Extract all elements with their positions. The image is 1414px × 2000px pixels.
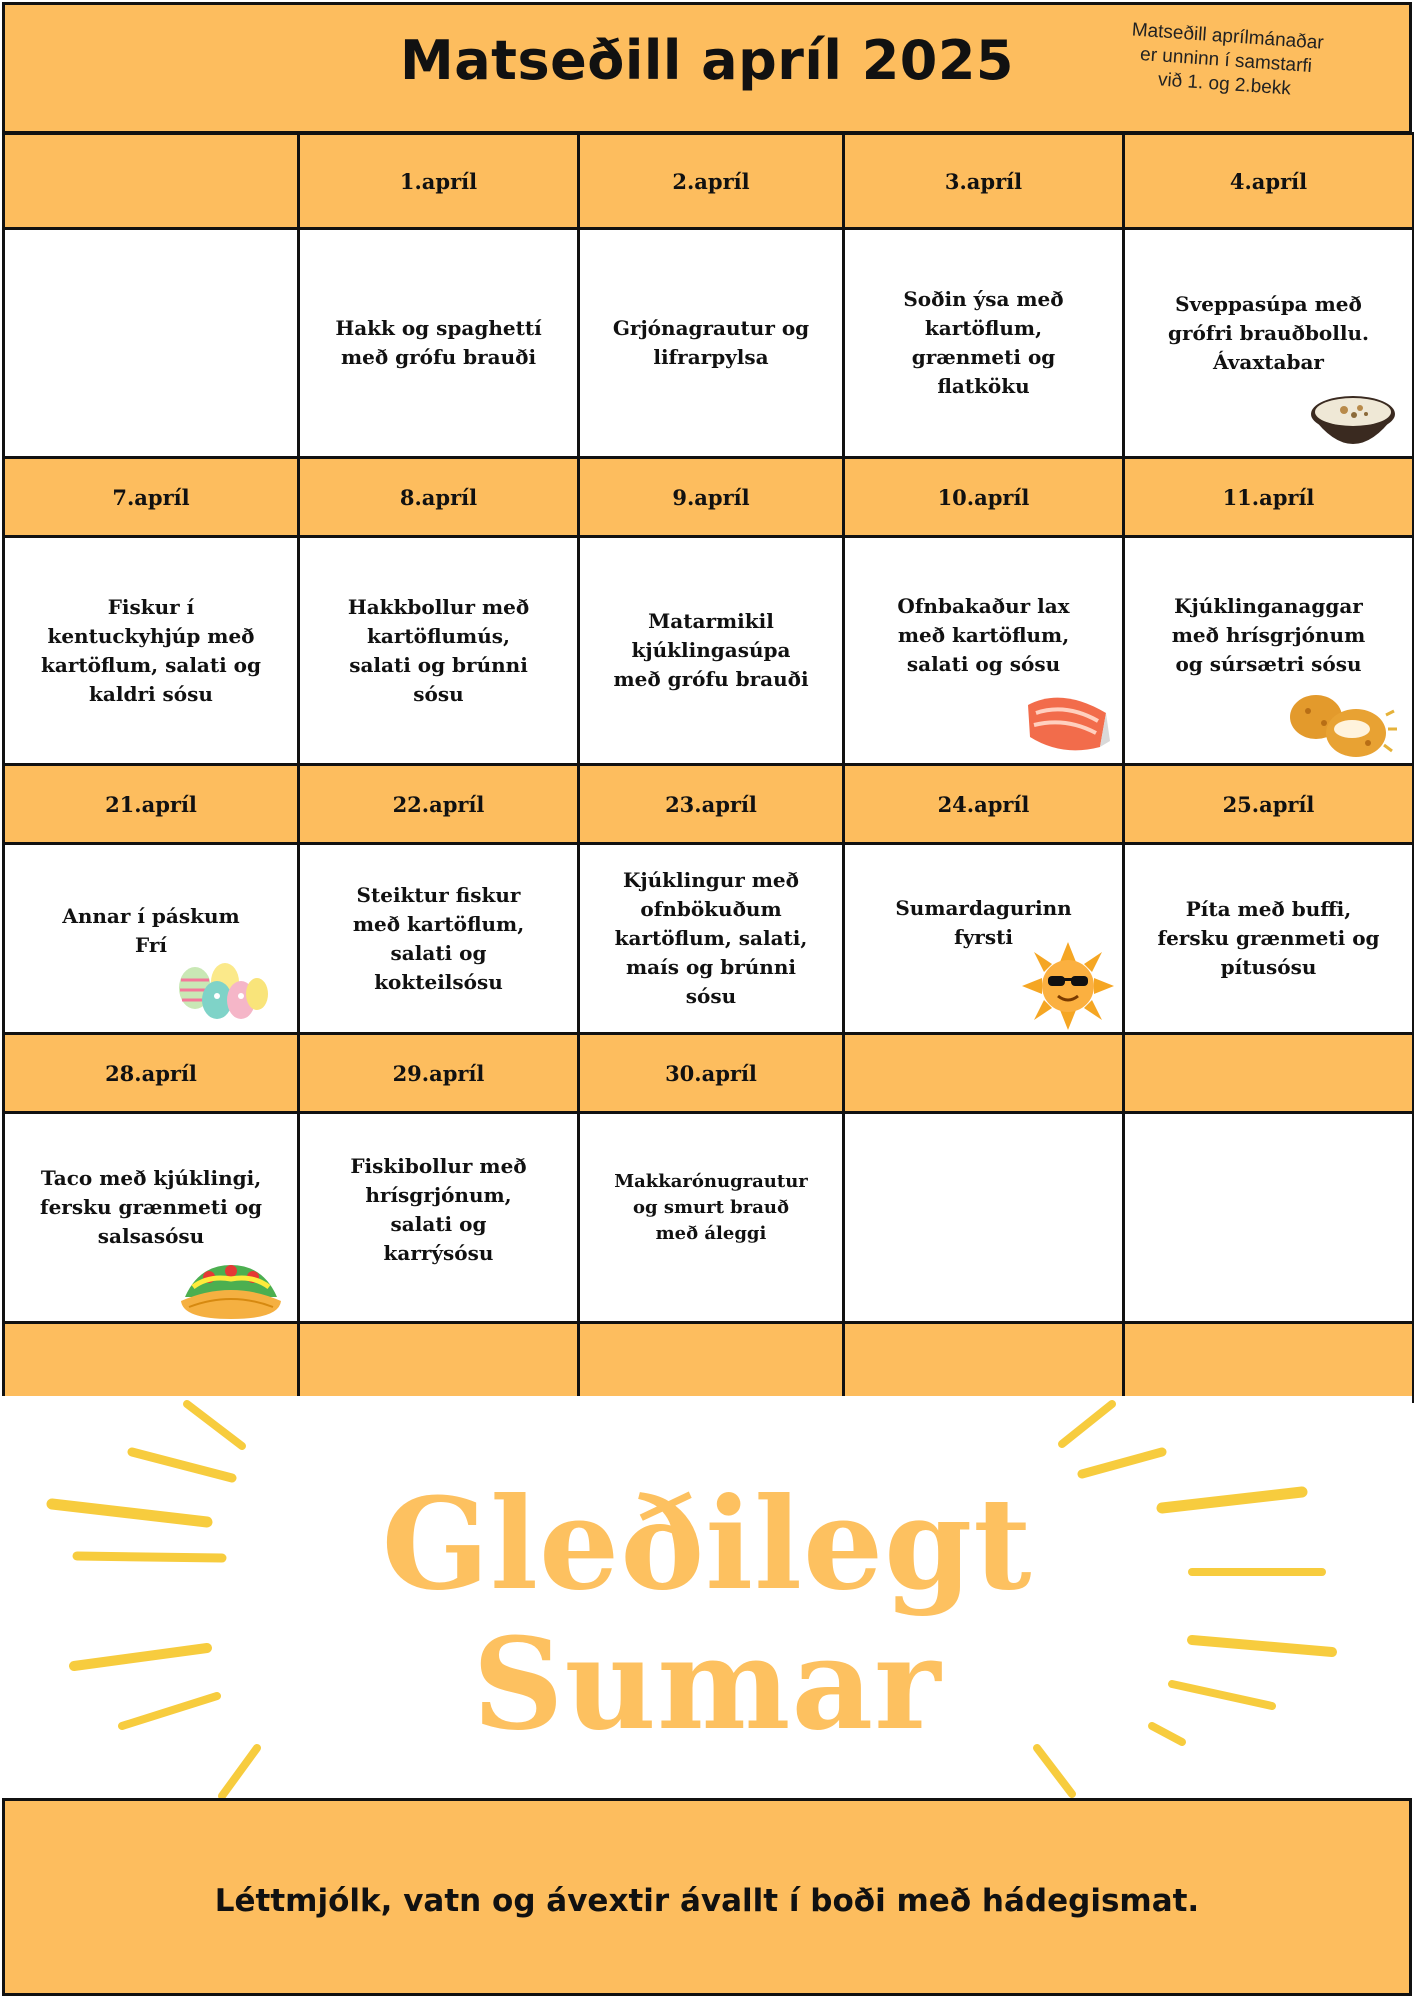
- day-cell: 24.apríl: [844, 765, 1124, 844]
- meal-row: [4, 1113, 1414, 1323]
- meal-line: Frí: [135, 932, 167, 957]
- day-row: [4, 134, 1414, 229]
- day-cell: 2.apríl: [579, 134, 844, 229]
- meal-cell-empty: [844, 1113, 1124, 1323]
- meal-line: karrýsósu: [383, 1240, 494, 1265]
- meal-line: kartöflumús,: [367, 623, 510, 648]
- meal-line: kokteilsósu: [374, 969, 503, 994]
- meal-line: Píta með buffi,: [1185, 897, 1352, 921]
- salmon-icon: [1022, 687, 1114, 757]
- day-cell-empty: [1124, 1323, 1414, 1402]
- meal-line: Kjúklingur með: [622, 868, 799, 892]
- day-cell: 30.apríl: [579, 1034, 844, 1113]
- meal-line: Makkarónugrautur: [614, 1170, 808, 1192]
- day-cell: 8.apríl: [299, 458, 579, 537]
- meal-line: lifrarpylsa: [653, 345, 769, 369]
- meal-cell: [579, 844, 844, 1034]
- meal-cell: [1124, 844, 1414, 1034]
- meal-line: grófri brauðbollu.: [1168, 320, 1369, 345]
- meal-cell: [844, 229, 1124, 458]
- meal-cell-empty: [4, 229, 299, 458]
- meal-line: fersku grænmeti og: [39, 1195, 263, 1219]
- meal-cell: [4, 1113, 299, 1323]
- header: [2, 2, 1412, 134]
- meal-cell: [299, 1113, 579, 1323]
- meal-line: sósu: [413, 681, 464, 706]
- meal-line: salati og: [390, 1211, 487, 1236]
- meal-row: [4, 844, 1414, 1034]
- meal-cell: [4, 537, 299, 765]
- meal-line: Soðin ýsa með: [903, 287, 1064, 311]
- meal-line: Grjónagrautur og: [612, 316, 810, 340]
- meal-cell: [1124, 537, 1414, 765]
- menu-grid: [2, 132, 1414, 1403]
- meal-line: Steiktur fiskur: [356, 882, 521, 907]
- meal-line: salati og: [390, 940, 487, 965]
- meal-line: Ávaxtabar: [1213, 349, 1324, 374]
- meal-line: og smurt brauð: [632, 1196, 789, 1218]
- day-row-empty: [4, 1323, 1414, 1402]
- day-cell: 22.apríl: [299, 765, 579, 844]
- meal-line: flatköku: [937, 374, 1030, 398]
- day-cell: 11.apríl: [1124, 458, 1414, 537]
- meal-line: ofnbökuðum: [640, 897, 782, 921]
- note-line: er unninn í samstarfi: [1139, 44, 1313, 77]
- meal-line: pítusósu: [1220, 955, 1317, 979]
- meal-line: Sumardagurinn: [895, 895, 1072, 920]
- meal-row: [4, 537, 1414, 765]
- meal-line: með grófu brauði: [613, 667, 809, 691]
- meal-line: kartöflum, salati,: [614, 926, 808, 950]
- day-cell-empty: [844, 1323, 1124, 1402]
- day-cell-empty: [4, 1323, 299, 1402]
- meal-line: Fiskur í: [107, 594, 195, 619]
- day-row: [4, 1034, 1414, 1113]
- page-title: Matseðill apríl 2025: [399, 29, 1015, 92]
- summer-line: Sumar: [472, 1610, 942, 1758]
- meal-line: Annar í páskum: [62, 903, 240, 928]
- meal-line: Ofnbakaður lax: [897, 594, 1070, 618]
- meal-line: salati og sósu: [906, 652, 1061, 676]
- meal-line: Taco með kjúklingi,: [40, 1166, 262, 1190]
- day-cell: 28.apríl: [4, 1034, 299, 1113]
- note-line: við 1. og 2.bekk: [1157, 69, 1292, 100]
- day-row: [4, 765, 1414, 844]
- day-cell: 21.apríl: [4, 765, 299, 844]
- meal-line: salati og brúnni: [349, 652, 528, 677]
- day-cell: 4.apríl: [1124, 134, 1414, 229]
- meal-row: [4, 229, 1414, 458]
- meal-line: maís og brúnni: [626, 955, 796, 979]
- meal-line: salsasósu: [97, 1224, 205, 1248]
- day-cell: 23.apríl: [579, 765, 844, 844]
- meal-cell: [844, 537, 1124, 765]
- summer-greeting: [2, 1396, 1412, 1800]
- chicken-nuggets-icon: [1286, 685, 1398, 763]
- day-row: [4, 458, 1414, 537]
- day-cell: 29.apríl: [299, 1034, 579, 1113]
- meal-line: Sveppasúpa með: [1175, 291, 1362, 316]
- meal-line: sósu: [685, 984, 737, 1008]
- meal-line: með kartöflum,: [897, 623, 1070, 647]
- day-cell: 1.apríl: [299, 134, 579, 229]
- sun-icon: [1020, 940, 1116, 1032]
- meal-cell: [579, 229, 844, 458]
- meal-line: með hrísgrjónum: [1171, 623, 1366, 647]
- day-cell: 7.apríl: [4, 458, 299, 537]
- meal-line: kartöflum, salati og: [41, 652, 261, 677]
- day-cell: 25.apríl: [1124, 765, 1414, 844]
- meal-cell: [1124, 229, 1414, 458]
- meal-line: kjúklingasúpa: [631, 638, 791, 662]
- meal-line: Hakkbollur með: [347, 594, 530, 619]
- meal-line: Fiskibollur með: [350, 1153, 527, 1178]
- meal-cell-empty: [1124, 1113, 1414, 1323]
- meal-line: Hakk og spaghettí: [335, 316, 542, 340]
- meal-line: hrísgrjónum,: [365, 1182, 512, 1207]
- meal-cell: [299, 844, 579, 1034]
- meal-line: fersku grænmeti og: [1157, 926, 1380, 950]
- meal-cell: [579, 537, 844, 765]
- soup-bowl-icon: [1308, 388, 1398, 454]
- meal-cell: [4, 844, 299, 1034]
- meal-line: grænmeti og: [911, 345, 1056, 369]
- day-cell: [844, 1034, 1124, 1113]
- meal-line: kentuckyhjúp með: [47, 623, 255, 648]
- day-cell: 9.apríl: [579, 458, 844, 537]
- taco-icon: [179, 1257, 283, 1321]
- meal-line: með kartöflum,: [352, 911, 525, 936]
- footer: [2, 1798, 1412, 1996]
- meal-line: og súrsætri sósu: [1175, 652, 1362, 676]
- day-cell-empty: [579, 1323, 844, 1402]
- meal-line: Kjúklinganaggar: [1174, 594, 1363, 618]
- meal-line: kartöflum,: [924, 316, 1043, 340]
- meal-cell: [299, 537, 579, 765]
- meal-line: Matarmikil: [648, 609, 774, 633]
- note-line: Matseðill aprílmánaðar: [1131, 19, 1325, 54]
- day-cell-empty: [299, 1323, 579, 1402]
- meal-cell: [579, 1113, 844, 1323]
- meal-cell: [844, 844, 1124, 1034]
- meal-line: kaldri sósu: [89, 681, 213, 706]
- meal-line: fyrsti: [954, 924, 1013, 949]
- footer-note: Léttmjólk, vatn og ávextir ávallt í boði með hádegismat.: [214, 1883, 1200, 1919]
- meal-line: með áleggi: [655, 1222, 767, 1244]
- summer-line: Gleðilegt: [381, 1470, 1033, 1618]
- day-cell: [1124, 1034, 1414, 1113]
- day-cell: [4, 134, 299, 229]
- meal-line: með grófu brauði: [340, 345, 537, 369]
- day-cell: 10.apríl: [844, 458, 1124, 537]
- easter-eggs-icon: [173, 956, 269, 1022]
- meal-cell: [299, 229, 579, 458]
- day-cell: 3.apríl: [844, 134, 1124, 229]
- summer-title: [2, 1470, 1412, 1758]
